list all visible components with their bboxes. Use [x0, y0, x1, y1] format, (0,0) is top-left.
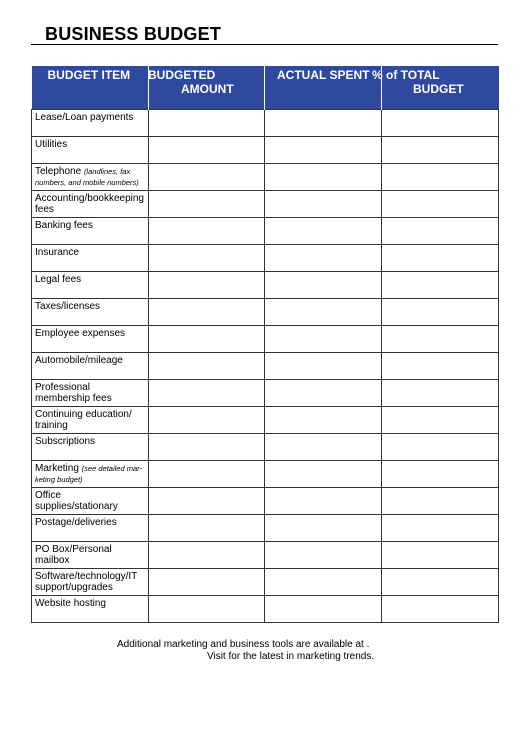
- budgeted-amount-cell[interactable]: [149, 164, 265, 191]
- footer-line-1: Additional marketing and business tools are available at .: [117, 639, 370, 650]
- actual-spent-cell[interactable]: [265, 218, 382, 245]
- budget-item-cell: [32, 353, 149, 380]
- table-row: [32, 245, 499, 272]
- budgeted-amount-cell[interactable]: [149, 218, 265, 245]
- budgeted-amount-cell[interactable]: [149, 191, 265, 218]
- table-row: [32, 461, 499, 488]
- budget-item-label: Taxes/licenses: [35, 301, 101, 312]
- header-actual-spent-label: ACTUAL SPENT: [277, 68, 370, 82]
- budget-item-cell: [32, 461, 149, 488]
- percent-total-cell[interactable]: [382, 245, 499, 272]
- budget-item-cell: [32, 488, 149, 515]
- table-row: [32, 164, 499, 191]
- actual-spent-cell[interactable]: [265, 461, 382, 488]
- budget-item-label: Telephone: [35, 166, 82, 177]
- budgeted-amount-cell[interactable]: [149, 245, 265, 272]
- actual-spent-cell[interactable]: [265, 380, 382, 407]
- budgeted-amount-cell[interactable]: [149, 299, 265, 326]
- budgeted-amount-cell[interactable]: [149, 542, 265, 569]
- header-budgeted-amount: [149, 66, 265, 110]
- table-row: [32, 218, 499, 245]
- percent-total-cell[interactable]: [382, 596, 499, 623]
- actual-spent-cell[interactable]: [265, 569, 382, 596]
- budget-item-label: Accounting/bookkeeping fees: [35, 193, 144, 215]
- budget-item-cell: [32, 137, 149, 164]
- actual-spent-cell[interactable]: [265, 542, 382, 569]
- budget-item-cell: [32, 515, 149, 542]
- budgeted-amount-cell[interactable]: [149, 326, 265, 353]
- budgeted-amount-cell[interactable]: [149, 569, 265, 596]
- budget-item-cell: [32, 218, 149, 245]
- table-row: [32, 137, 499, 164]
- actual-spent-cell[interactable]: [265, 596, 382, 623]
- budgeted-amount-cell[interactable]: [149, 272, 265, 299]
- budget-item-label: PO Box/Personal mailbox: [35, 544, 112, 566]
- percent-total-cell[interactable]: [382, 407, 499, 434]
- actual-spent-cell[interactable]: [265, 407, 382, 434]
- percent-total-cell[interactable]: [382, 353, 499, 380]
- budget-item-cell: [32, 569, 149, 596]
- budget-item-cell: [32, 326, 149, 353]
- table-row: [32, 515, 499, 542]
- actual-spent-cell[interactable]: [265, 245, 382, 272]
- budget-item-cell: [32, 299, 149, 326]
- page-title: BUSINESS BUDGET: [45, 24, 222, 44]
- actual-spent-cell[interactable]: [265, 164, 382, 191]
- budgeted-amount-cell[interactable]: [149, 515, 265, 542]
- budget-item-cell: [32, 542, 149, 569]
- table-row: [32, 191, 499, 218]
- budget-item-cell: [32, 407, 149, 434]
- table-row: [32, 488, 499, 515]
- budgeted-amount-cell[interactable]: [149, 596, 265, 623]
- budget-item-label: Marketing: [35, 463, 79, 474]
- budget-item-cell: [32, 191, 149, 218]
- budget-item-label: Legal fees: [35, 274, 82, 285]
- table-row: [32, 380, 499, 407]
- header-percent-line2: BUDGET: [413, 82, 464, 96]
- budget-item-label: Subscriptions: [35, 436, 96, 447]
- percent-total-cell[interactable]: [382, 569, 499, 596]
- actual-spent-cell[interactable]: [265, 137, 382, 164]
- percent-total-cell[interactable]: [382, 218, 499, 245]
- table-row: [32, 353, 499, 380]
- budget-item-label: Utilities: [35, 139, 68, 150]
- header-percent-total: [372, 66, 499, 110]
- actual-spent-cell[interactable]: [265, 110, 382, 137]
- percent-total-cell[interactable]: [382, 137, 499, 164]
- actual-spent-cell[interactable]: [265, 353, 382, 380]
- actual-spent-cell[interactable]: [265, 434, 382, 461]
- percent-total-cell[interactable]: [382, 461, 499, 488]
- budget-item-label: Lease/Loan payments: [35, 112, 134, 123]
- percent-total-cell[interactable]: [382, 326, 499, 353]
- budgeted-amount-cell[interactable]: [149, 110, 265, 137]
- percent-total-cell[interactable]: [382, 191, 499, 218]
- percent-total-cell[interactable]: [382, 434, 499, 461]
- title-underline: [31, 44, 498, 45]
- budget-item-label: Employee expenses: [35, 328, 126, 339]
- table-row: [32, 596, 499, 623]
- table-row: [32, 434, 499, 461]
- budgeted-amount-cell[interactable]: [149, 434, 265, 461]
- percent-total-cell[interactable]: [382, 515, 499, 542]
- budget-item-label: Software/technology/IT support/upgrades: [35, 571, 138, 593]
- actual-spent-cell[interactable]: [265, 515, 382, 542]
- header-budgeted-line1: BUDGETED: [148, 68, 216, 82]
- percent-total-cell[interactable]: [382, 488, 499, 515]
- budget-item-label: Insurance: [35, 247, 79, 258]
- header-percent-line1: % of TOTAL: [372, 68, 440, 82]
- budget-item-note: (see detailed mar-keting budget): [35, 464, 142, 484]
- budget-rows: [32, 110, 499, 623]
- actual-spent-cell[interactable]: [265, 488, 382, 515]
- header-row: [32, 66, 499, 110]
- table-row: [32, 407, 499, 434]
- budget-item-cell: [32, 164, 149, 191]
- budget-item-label: Professional membership fees: [35, 382, 112, 404]
- budget-table: [31, 66, 499, 623]
- actual-spent-cell[interactable]: [265, 299, 382, 326]
- percent-total-cell[interactable]: [382, 110, 499, 137]
- table-row: [32, 326, 499, 353]
- table-row: [32, 542, 499, 569]
- budget-item-label: Banking fees: [35, 220, 93, 231]
- budget-item-cell: [32, 245, 149, 272]
- budget-item-cell: [32, 110, 149, 137]
- table-row: [32, 299, 499, 326]
- header-actual-spent: [265, 66, 382, 110]
- budgeted-amount-cell[interactable]: [149, 380, 265, 407]
- table-row: [32, 272, 499, 299]
- budgeted-amount-cell[interactable]: [149, 137, 265, 164]
- budget-item-note: (landlines, fax numbers, and mobile numbers): [35, 167, 139, 187]
- budgeted-amount-cell[interactable]: [149, 461, 265, 488]
- budgeted-amount-cell[interactable]: [149, 488, 265, 515]
- budget-item-cell: [32, 596, 149, 623]
- percent-total-cell[interactable]: [382, 380, 499, 407]
- header-budgeted-line2: AMOUNT: [181, 82, 234, 96]
- budget-item-label: Automobile/mileage: [35, 355, 123, 366]
- budgeted-amount-cell[interactable]: [149, 407, 265, 434]
- actual-spent-cell[interactable]: [265, 272, 382, 299]
- budget-item-cell: [32, 380, 149, 407]
- budget-item-cell: [32, 272, 149, 299]
- percent-total-cell[interactable]: [382, 164, 499, 191]
- budget-item-label: Website hosting: [35, 598, 106, 609]
- header-budget-item: [32, 66, 149, 110]
- budgeted-amount-cell[interactable]: [149, 353, 265, 380]
- budget-item-cell: [32, 434, 149, 461]
- footer-line-2: Visit for the latest in marketing trends.: [207, 651, 375, 662]
- budget-item-label: Continuing education/ training: [35, 409, 132, 431]
- budget-item-label: Postage/deliveries: [35, 517, 117, 528]
- actual-spent-cell[interactable]: [265, 191, 382, 218]
- actual-spent-cell[interactable]: [265, 326, 382, 353]
- percent-total-cell[interactable]: [382, 542, 499, 569]
- table-row: [32, 569, 499, 596]
- table-row: [32, 110, 499, 137]
- header-budget-item-label: BUDGET ITEM: [47, 68, 131, 82]
- percent-total-cell[interactable]: [382, 299, 499, 326]
- budget-item-label: Office supplies/stationary: [35, 490, 118, 512]
- percent-total-cell[interactable]: [382, 272, 499, 299]
